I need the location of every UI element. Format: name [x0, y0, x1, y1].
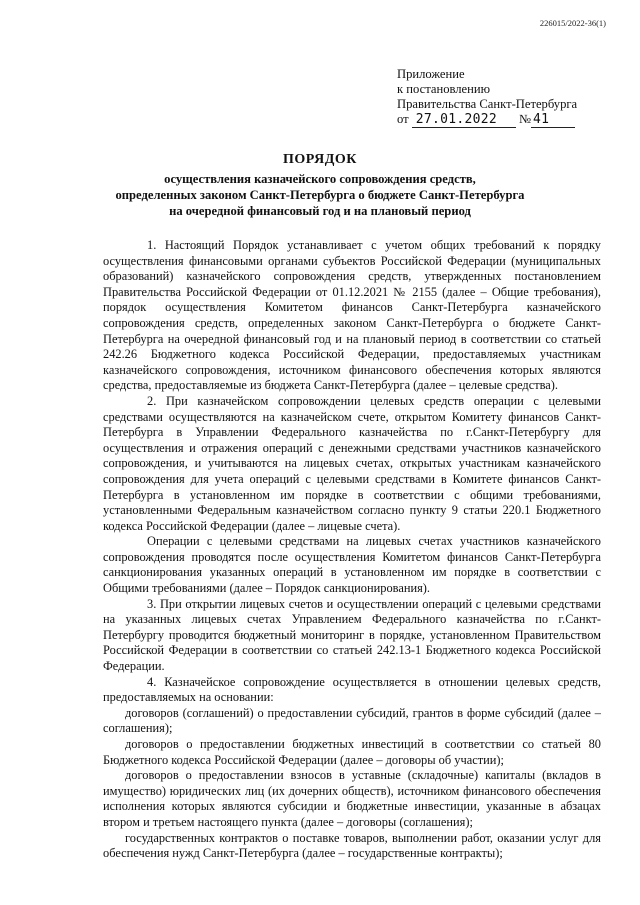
- appendix-block: [397, 67, 617, 128]
- paragraph-2: 2. При казначейском сопровождении целевых средств операции с целевыми средствами осуществляются на казначейском счете, открытом Комитету финансов Санкт-Петербурга в Управлении Федерального казначейства по г.Санкт-Петербургу для осуществления и отражения операций с денежными средствами участников казначейского сопровождения, и учитываются на лицевых счетах, открытых участникам казначейского сопровождения для учета операций с целевыми средствами в Комитете финансов Санкт-Петербурга в установленном им порядке в соответствии с общими требованиями, установленными Федеральным казначейством согласно пункту 9 статьи 220.1 Бюджетного кодекса Российской Федерации (далее – лицевые счета).: [103, 393, 601, 533]
- document-body: [103, 238, 601, 862]
- list-item-state-contracts: государственных контрактов о поставке товаров, выполнении работ, оказании услуг для обеспечения нужд Санкт-Петербурга (далее – государственные контракты);: [103, 830, 601, 861]
- list-item-contributions: договоров о предоставлении взносов в уставные (складочные) капиталы (вкладов в имущество) юридических лиц (их дочерних обществ), источником финансового обеспечения исполнения которых являются субсидии и бюджетные инвестиции, указанные в абзацах втором и третьем настоящего пункта (далее – договоры (соглашения);: [103, 768, 601, 829]
- list-item-agreements: договоров (соглашений) о предоставлении субсидий, грантов в форме субсидий (далее – соглашения);: [103, 705, 601, 736]
- document-title: [60, 152, 580, 219]
- appendix-line-3: Правительства Санкт-Петербурга: [397, 97, 578, 111]
- appendix-line-1: Приложение: [397, 67, 465, 81]
- title-line-2: определенных законом Санкт-Петербурга о бюджете Санкт-Петербурга: [115, 188, 525, 202]
- from-label: от: [397, 112, 409, 126]
- paragraph-4: 4. Казначейское сопровождение осуществляется в отношении целевых средств, предоставляемых на основании:: [103, 674, 601, 705]
- number-label: №: [518, 112, 531, 126]
- title-line-1: осуществления казначейского сопровождения средств,: [164, 172, 476, 186]
- appendix-line-2: к постановлению: [397, 82, 491, 96]
- title-line-3: на очередной финансовый год и на плановый период: [169, 204, 471, 218]
- resolution-date: 27.01.2022: [412, 113, 516, 128]
- paragraph-2-operations: Операции с целевыми средствами на лицевых счетах участников казначейского сопровождения проводятся после осуществления Комитетом финансов Санкт-Петербурга санкционирования указанных операций в установленном им порядке в соответствии с Общими требованиями (далее – Порядок санкционирования).: [103, 534, 601, 596]
- resolution-number: 41: [531, 113, 575, 128]
- paragraph-1: 1. Настоящий Порядок устанавливает с учетом общих требований к порядку осуществления финансовыми органами субъектов Российской Федерации (муниципальных образований) казначейского сопровождения средств, утвержденных постановлением Правительства Российской Федерации от 01.12.2021 № 2155 (далее – Общие требования), порядок осуществления Комитетом финансов Санкт-Петербурга казначейского сопровождения средств, определенных законом Санкт-Петербурга о бюджете Санкт-Петербурга на очередной финансовый год и на плановый период в соответствии со статьей 242.26 Бюджетного кодекса Российской Федерации, предоставляемых участникам казначейского сопровождения, источником финансового обеспечения которых являются средства, предоставляемые из бюджета Санкт-Петербурга (далее – целевые средства).: [103, 238, 601, 393]
- appendix-date-number-line: [397, 112, 617, 128]
- paragraph-3: 3. При открытии лицевых счетов и осуществлении операций с целевыми средствами на указанных лицевых счетах Управлением Федерального казначейства по г.Санкт-Петербургу проводится бюджетный мониторинг в порядке, установленном Правительством Российской Федерации в соответствии со статьей 242.13-1 Бюджетного кодекса Российской Федерации.: [103, 596, 601, 674]
- title-heading: ПОРЯДОК: [283, 152, 357, 167]
- list-item-participation: договоров о предоставлении бюджетных инвестиций в соответствии со статьей 80 Бюджетного кодекса Российской Федерации (далее – договоры об участии);: [103, 737, 601, 767]
- document-number: 226015/2022-36(1): [539, 18, 606, 28]
